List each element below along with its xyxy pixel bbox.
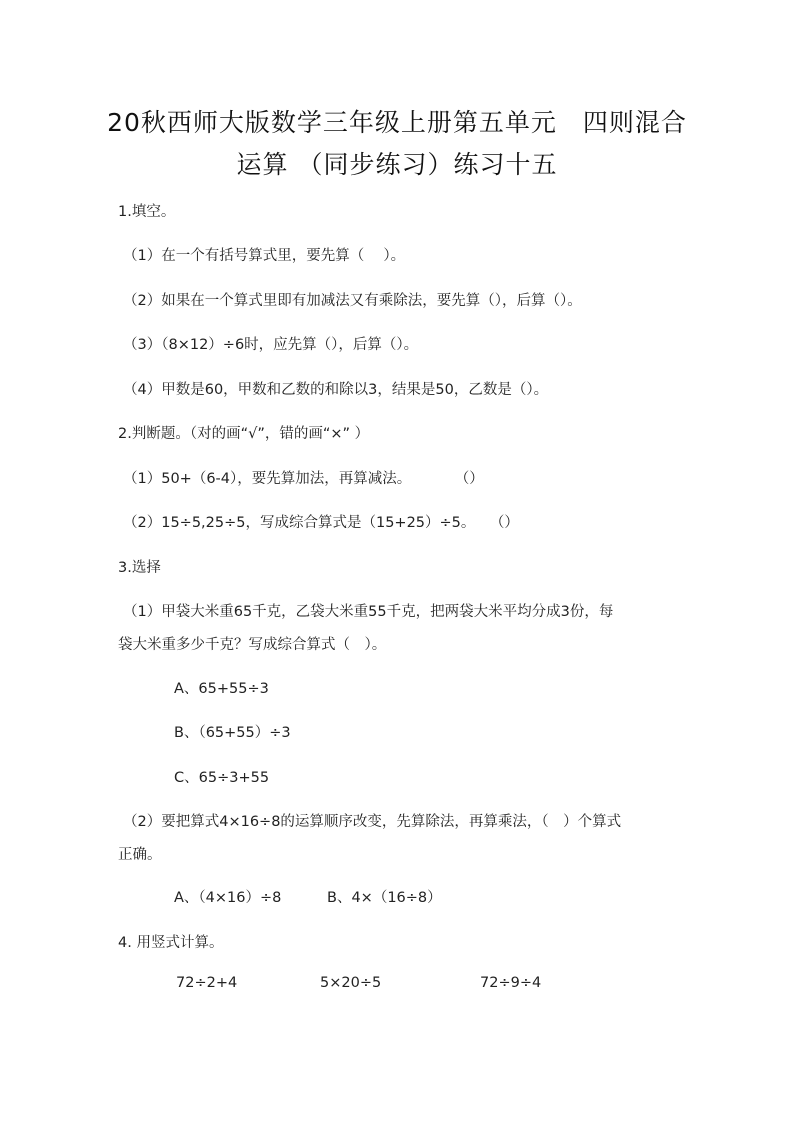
question-3-part-1-option-b: B、（65+55）÷3	[174, 725, 291, 741]
question-3-part-2-line-1: （2）要把算式4×16÷8的运算顺序改变，先算除法，再算乘法，（ ）个算式	[123, 814, 622, 830]
question-4-expression-3: 72÷9÷4	[480, 975, 542, 991]
question-1-item-4: （4）甲数是60，甲数和乙数的和除以3，结果是50，乙数是（）。	[123, 382, 549, 398]
question-3-part-2-option-b: B、4×（16÷8）	[327, 890, 442, 906]
question-1-item-3: （3）（8×12）÷6时，应先算（），后算（）。	[123, 337, 419, 353]
question-3-part-1-line-1: （1）甲袋大米重65千克，乙袋大米重55千克，把两袋大米平均分成3份，每	[123, 604, 614, 620]
question-3-part-1-option-c: C、65÷3+55	[174, 770, 270, 786]
question-1-heading: 1.填空。	[118, 204, 176, 220]
question-3-part-2-line-2: 正确。	[118, 847, 162, 863]
page-title-line-2: 运算 （同步练习）练习十五	[236, 150, 558, 179]
question-3-part-1-option-a: A、65+55÷3	[174, 681, 269, 697]
question-4-expression-2: 5×20÷5	[320, 975, 382, 991]
question-1-item-2: （2）如果在一个算式里即有加减法又有乘除法，要先算（），后算（）。	[123, 293, 582, 309]
question-3-part-2-option-a: A、（4×16）÷8	[174, 890, 282, 906]
question-2-item-2: （2）15÷5,25÷5，写成综合算式是（15+25）÷5。 （）	[123, 515, 519, 531]
page-title-line-1: 20秋西师大版数学三年级上册第五单元 四则混合	[107, 108, 687, 137]
question-3-part-1-line-2: 袋大米重多少千克？写成综合算式（ ）。	[118, 637, 387, 653]
question-4-heading: 4. 用竖式计算。	[118, 935, 224, 951]
question-4-expression-1: 72÷2+4	[176, 975, 238, 991]
question-2-heading: 2.判断题。（对的画“√”，错的画“×” ）	[118, 426, 370, 442]
question-2-item-1: （1）50+（6-4），要先算加法，再算减法。 （）	[123, 471, 484, 487]
question-3-heading: 3.选择	[118, 560, 161, 576]
question-1-item-1: （1）在一个有括号算式里，要先算（ ）。	[123, 248, 406, 264]
